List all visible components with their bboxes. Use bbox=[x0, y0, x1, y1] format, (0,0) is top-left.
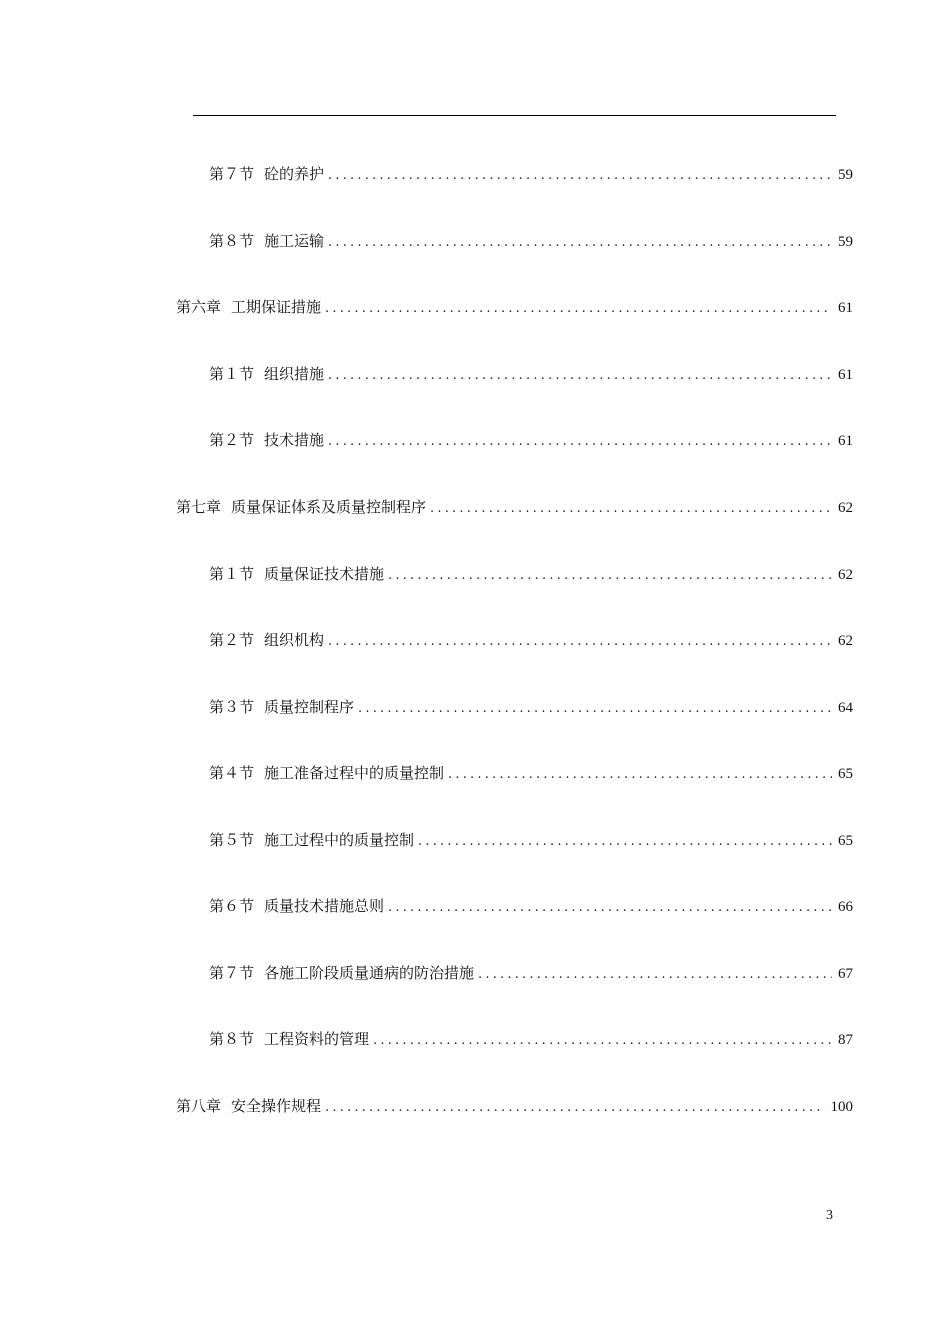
toc-entry-page: 64 bbox=[838, 700, 853, 716]
toc-entry[interactable] bbox=[209, 1027, 853, 1051]
toc-entry-number: 第７节 bbox=[209, 964, 255, 982]
toc-entry-title: 工期保证措施 bbox=[231, 298, 322, 316]
toc-entry[interactable] bbox=[209, 894, 853, 918]
toc-entry-title: 质量保证体系及质量控制程序 bbox=[231, 498, 427, 516]
toc-entry[interactable] bbox=[209, 761, 853, 785]
toc-entry[interactable] bbox=[209, 961, 853, 985]
toc-entry[interactable] bbox=[176, 295, 853, 319]
toc-entry-title: 施工过程中的质量控制 bbox=[264, 831, 415, 849]
toc-entry-number: 第八章 bbox=[176, 1097, 222, 1115]
dot-leader bbox=[328, 164, 832, 188]
toc-entry-page: 87 bbox=[838, 1032, 853, 1048]
page-number: 3 bbox=[826, 1208, 833, 1223]
toc-entry-number: 第８节 bbox=[209, 232, 255, 250]
dot-leader bbox=[325, 1096, 824, 1120]
toc-entry-page: 61 bbox=[838, 367, 853, 383]
toc-entry-number: 第２节 bbox=[209, 431, 255, 449]
toc-entry-title: 施工准备过程中的质量控制 bbox=[264, 764, 445, 782]
toc-entry-number: 第７节 bbox=[209, 165, 255, 183]
toc-entry-title: 组织措施 bbox=[264, 365, 325, 383]
dot-leader bbox=[358, 697, 832, 721]
toc-entry-page: 67 bbox=[838, 966, 853, 982]
dot-leader bbox=[325, 297, 832, 321]
toc-entry-page: 59 bbox=[838, 167, 853, 183]
dot-leader bbox=[430, 497, 832, 521]
toc-entry[interactable] bbox=[209, 428, 853, 452]
toc-entry-number: 第８节 bbox=[209, 1030, 255, 1048]
toc-entry-title: 砼的养护 bbox=[264, 165, 325, 183]
toc-entry-title: 工程资料的管理 bbox=[264, 1030, 370, 1048]
toc-entry-page: 62 bbox=[838, 500, 853, 516]
toc-entry-number: 第４节 bbox=[209, 764, 255, 782]
toc-entry-number: 第６节 bbox=[209, 897, 255, 915]
toc-entry-title: 各施工阶段质量通病的防治措施 bbox=[264, 964, 475, 982]
header-rule bbox=[193, 115, 836, 116]
toc-entry-number: 第六章 bbox=[176, 298, 222, 316]
toc-entry[interactable] bbox=[209, 562, 853, 586]
toc-entry-page: 59 bbox=[838, 234, 853, 250]
toc-entry[interactable] bbox=[209, 828, 853, 852]
toc-entry-page: 100 bbox=[830, 1099, 853, 1115]
toc-entry-number: 第５节 bbox=[209, 831, 255, 849]
toc-entry-title: 施工运输 bbox=[264, 232, 325, 250]
toc-entry-title: 质量技术措施总则 bbox=[264, 897, 385, 915]
toc-entry-title: 质量保证技术措施 bbox=[264, 565, 385, 583]
toc-entry-page: 65 bbox=[838, 833, 853, 849]
dot-leader bbox=[418, 830, 832, 854]
toc-entry[interactable] bbox=[209, 362, 853, 386]
toc-entry[interactable] bbox=[209, 628, 853, 652]
toc-entry-page: 62 bbox=[838, 567, 853, 583]
dot-leader bbox=[388, 564, 832, 588]
toc-entry-page: 62 bbox=[838, 633, 853, 649]
dot-leader bbox=[373, 1029, 832, 1053]
toc-entry-number: 第七章 bbox=[176, 498, 222, 516]
toc-entry[interactable] bbox=[209, 229, 853, 253]
dot-leader bbox=[328, 630, 832, 654]
dot-leader bbox=[478, 963, 832, 987]
toc-entry[interactable] bbox=[209, 695, 853, 719]
toc-entry-number: 第３节 bbox=[209, 698, 255, 716]
dot-leader bbox=[388, 896, 832, 920]
toc-entry-page: 61 bbox=[838, 300, 853, 316]
toc-entry[interactable] bbox=[176, 495, 853, 519]
toc-entry-number: 第１节 bbox=[209, 365, 255, 383]
dot-leader bbox=[328, 231, 832, 255]
toc-entry-page: 65 bbox=[838, 766, 853, 782]
dot-leader bbox=[328, 430, 832, 454]
toc-entry-number: 第１节 bbox=[209, 565, 255, 583]
toc-entry-title: 技术措施 bbox=[264, 431, 325, 449]
toc-entry-title: 组织机构 bbox=[264, 631, 325, 649]
toc-entry-page: 66 bbox=[838, 899, 853, 915]
toc-entry-title: 安全操作规程 bbox=[231, 1097, 322, 1115]
dot-leader bbox=[328, 364, 832, 388]
toc-entry-page: 61 bbox=[838, 433, 853, 449]
toc-entry[interactable] bbox=[209, 162, 853, 186]
toc-entry-number: 第２节 bbox=[209, 631, 255, 649]
toc-entry[interactable] bbox=[176, 1094, 853, 1118]
dot-leader bbox=[448, 763, 832, 787]
toc-entry-title: 质量控制程序 bbox=[264, 698, 355, 716]
